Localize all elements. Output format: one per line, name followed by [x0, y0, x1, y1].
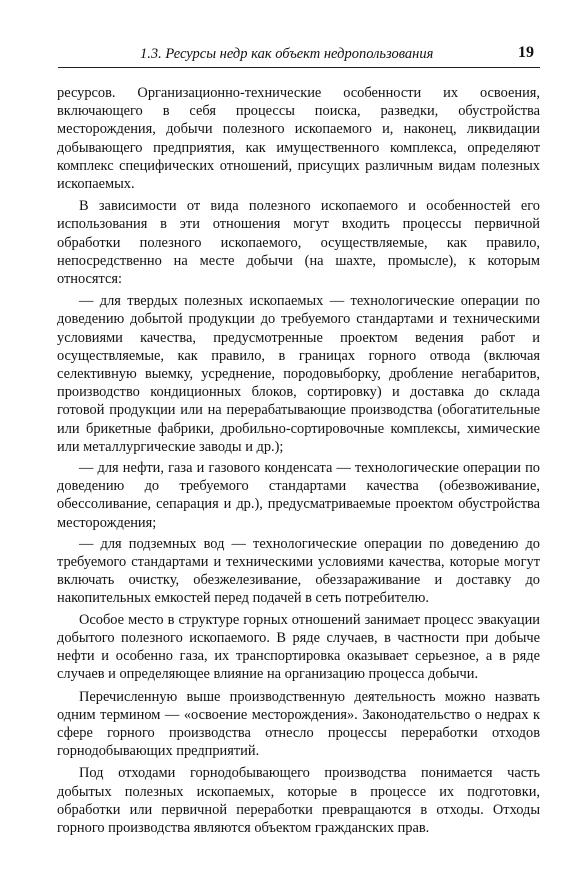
body-text: [57, 84, 540, 841]
paragraph-dependence: В зависимости от вида полезного ископаемого и особенностей его использования в эти отношения могут входить процессы первичной обработки полезного ископаемого, осуществляемые, как правило, непосредственно на месте добычи (на шахте, промысле), к которым относятся:: [57, 198, 540, 288]
page-number: 19: [518, 44, 534, 61]
paragraph-waste: Под отходами горнодобывающего производства понимается часть добытых полезных ископаемых, которые в процессе их подготовки, обработки или первичной переработки превращаются в отходы. Отходы горного производства являются объектом гражданских прав.: [57, 765, 540, 836]
paragraph-continuation: ресурсов. Организационно-технические особенности их освоения, включающего в себя процессы поиска, разведки, обустройства месторождения, добычи полезного ископаемого и, наконец, ликвидации добывающего предприятия, как имущественного комплекса, определяют комплекс специфических отношений, присущих различным видам полезных ископаемых.: [57, 85, 540, 193]
paragraph-development: Перечисленную выше производственную деятельность можно назвать одним термином — «освоение месторождения». Законодательство о недрах к сфере горного производства отнесло процессы переработки отходов горнодобывающих предприятий.: [57, 688, 540, 760]
paragraph-evacuation: Особое место в структуре горных отношений занимает процесс эвакуации добытого полезного ископаемого. В ряде случаев, в частности при добыче нефти и особенно газа, их транспортировка оказывает серьезное, а в ряде случаев и определяющее влияние на организацию процесса добычи.: [57, 611, 540, 683]
list-item-oil-gas: — для нефти, газа и газового конденсата — технологические операции по доведению до требуемого стандартами качества (обезвоживание, обессоливание, сепарация и др.), предусматриваемые проектом обустройства месторождения;: [57, 460, 540, 531]
running-header: [58, 43, 540, 68]
list-item-groundwater: — для подземных вод — технологические операции по доведению до требуемого стандартами и техническими условиями качества, которые могут включать очистку, обезжелезивание, обеззараживание и доставку до накопительных емкостей перед подачей в сеть потребителю.: [57, 535, 540, 607]
running-title: 1.3. Ресурсы недр как объект недропользования: [140, 46, 434, 62]
list-item-solid-minerals: — для твердых полезных ископаемых — технологические операции по доведению добытой продукции до требуемого стандартами и техническими условиями качества, предусмотренные проектом ведения работ и осуществляемые, как правило, в границах горного отвода (включая селективную выемку, усреднение, породовыборку, дробление негабаритов, производство кондиционных блоков, сортировку) и доставка до склада готовой продукции или на перерабатывающие производства (обогатительные или брикетные фабрики, дробильно-сортировочные комплексы, химические или металлургические заводы и др.);: [57, 293, 540, 455]
